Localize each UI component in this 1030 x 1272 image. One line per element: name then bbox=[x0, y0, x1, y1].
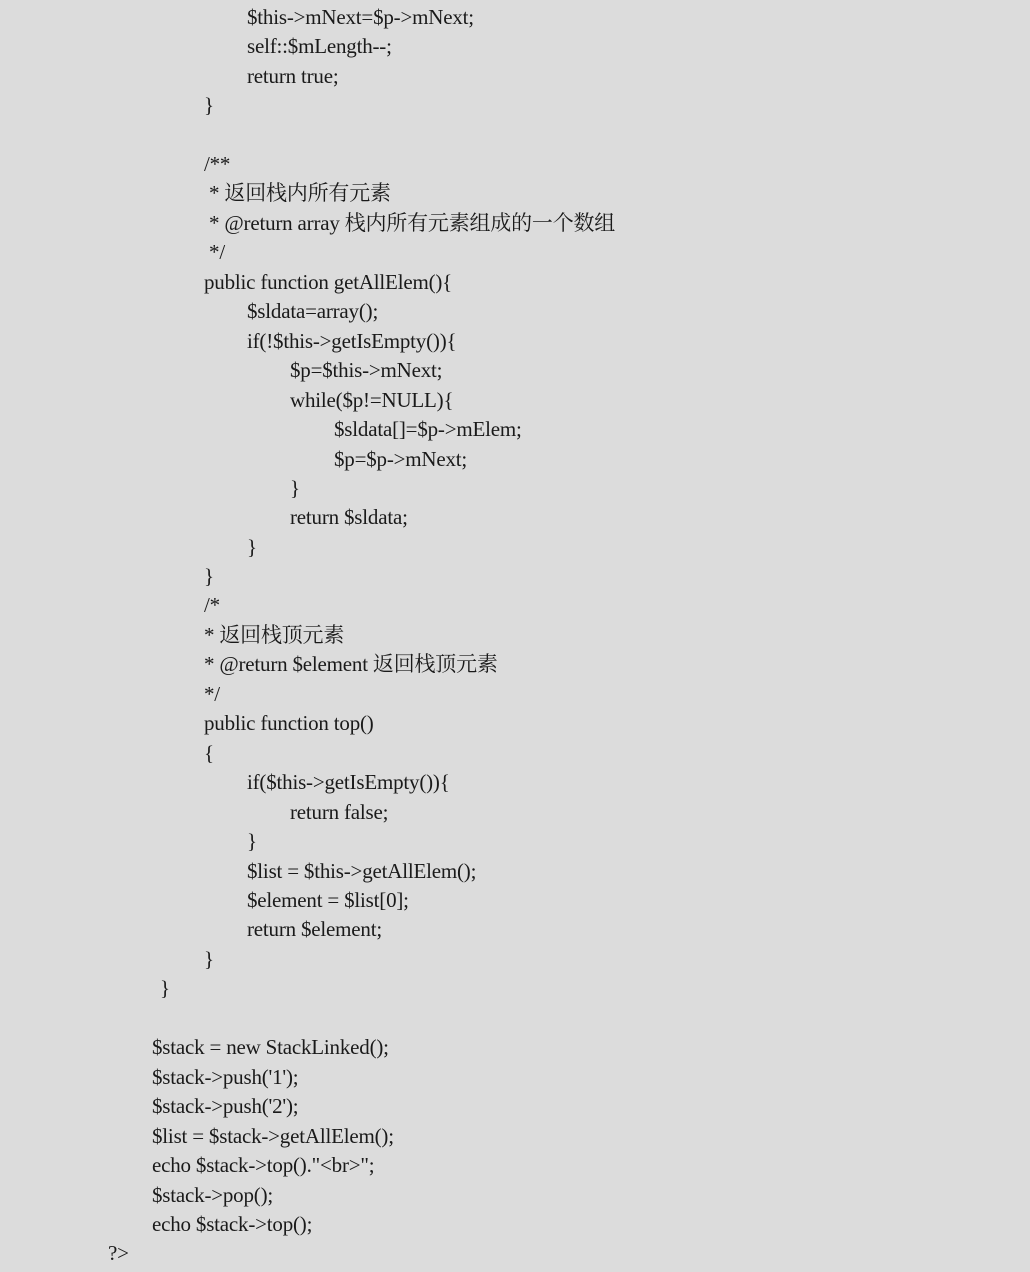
code-line: * 返回栈内所有元素 bbox=[204, 181, 391, 205]
code-line: * 返回栈顶元素 bbox=[204, 623, 345, 647]
code-line: } bbox=[204, 564, 214, 588]
code-line: return $element; bbox=[247, 917, 382, 941]
code-line: if(!$this->getIsEmpty()){ bbox=[247, 329, 457, 353]
code-line: { bbox=[204, 741, 214, 765]
code-line: $p=$this->mNext; bbox=[290, 358, 443, 382]
code-line: * @return array 栈内所有元素组成的一个数组 bbox=[204, 211, 616, 235]
code-line: while($p!=NULL){ bbox=[290, 388, 454, 412]
code-line: } bbox=[247, 829, 257, 853]
code-line: ?> bbox=[108, 1241, 129, 1265]
code-line: * @return $element 返回栈顶元素 bbox=[204, 652, 498, 676]
code-line: } bbox=[247, 535, 257, 559]
code-line: } bbox=[160, 976, 170, 1000]
code-line: $stack->pop(); bbox=[152, 1183, 274, 1207]
code-line: echo $stack->top()."<br>"; bbox=[152, 1153, 375, 1177]
code-line: /** bbox=[204, 152, 231, 176]
code-line: $p=$p->mNext; bbox=[334, 447, 468, 471]
code-line: $sldata[]=$p->mElem; bbox=[334, 417, 522, 441]
code-line: } bbox=[204, 947, 214, 971]
code-line: echo $stack->top(); bbox=[152, 1212, 313, 1236]
code-line: return true; bbox=[247, 64, 339, 88]
code-line: if($this->getIsEmpty()){ bbox=[247, 770, 450, 794]
code-line: public function top() bbox=[204, 711, 374, 735]
code-line: $this->mNext=$p->mNext; bbox=[247, 5, 474, 29]
code-line: self::$mLength--; bbox=[247, 34, 392, 58]
code-line: $stack = new StackLinked(); bbox=[152, 1035, 389, 1059]
code-line: */ bbox=[204, 240, 225, 264]
code-line: */ bbox=[204, 682, 220, 706]
code-line: return false; bbox=[290, 800, 389, 824]
code-line: } bbox=[204, 93, 214, 117]
code-line: public function getAllElem(){ bbox=[204, 270, 453, 294]
code-line: } bbox=[290, 476, 300, 500]
code-line: $stack->push('2'); bbox=[152, 1094, 299, 1118]
code-line: $stack->push('1'); bbox=[152, 1065, 299, 1089]
code-line: $element = $list[0]; bbox=[247, 888, 409, 912]
code-line: $list = $stack->getAllElem(); bbox=[152, 1124, 394, 1148]
code-line: $list = $this->getAllElem(); bbox=[247, 859, 477, 883]
code-line: /* bbox=[204, 593, 220, 617]
code-line: return $sldata; bbox=[290, 505, 408, 529]
code-line: $sldata=array(); bbox=[247, 299, 379, 323]
